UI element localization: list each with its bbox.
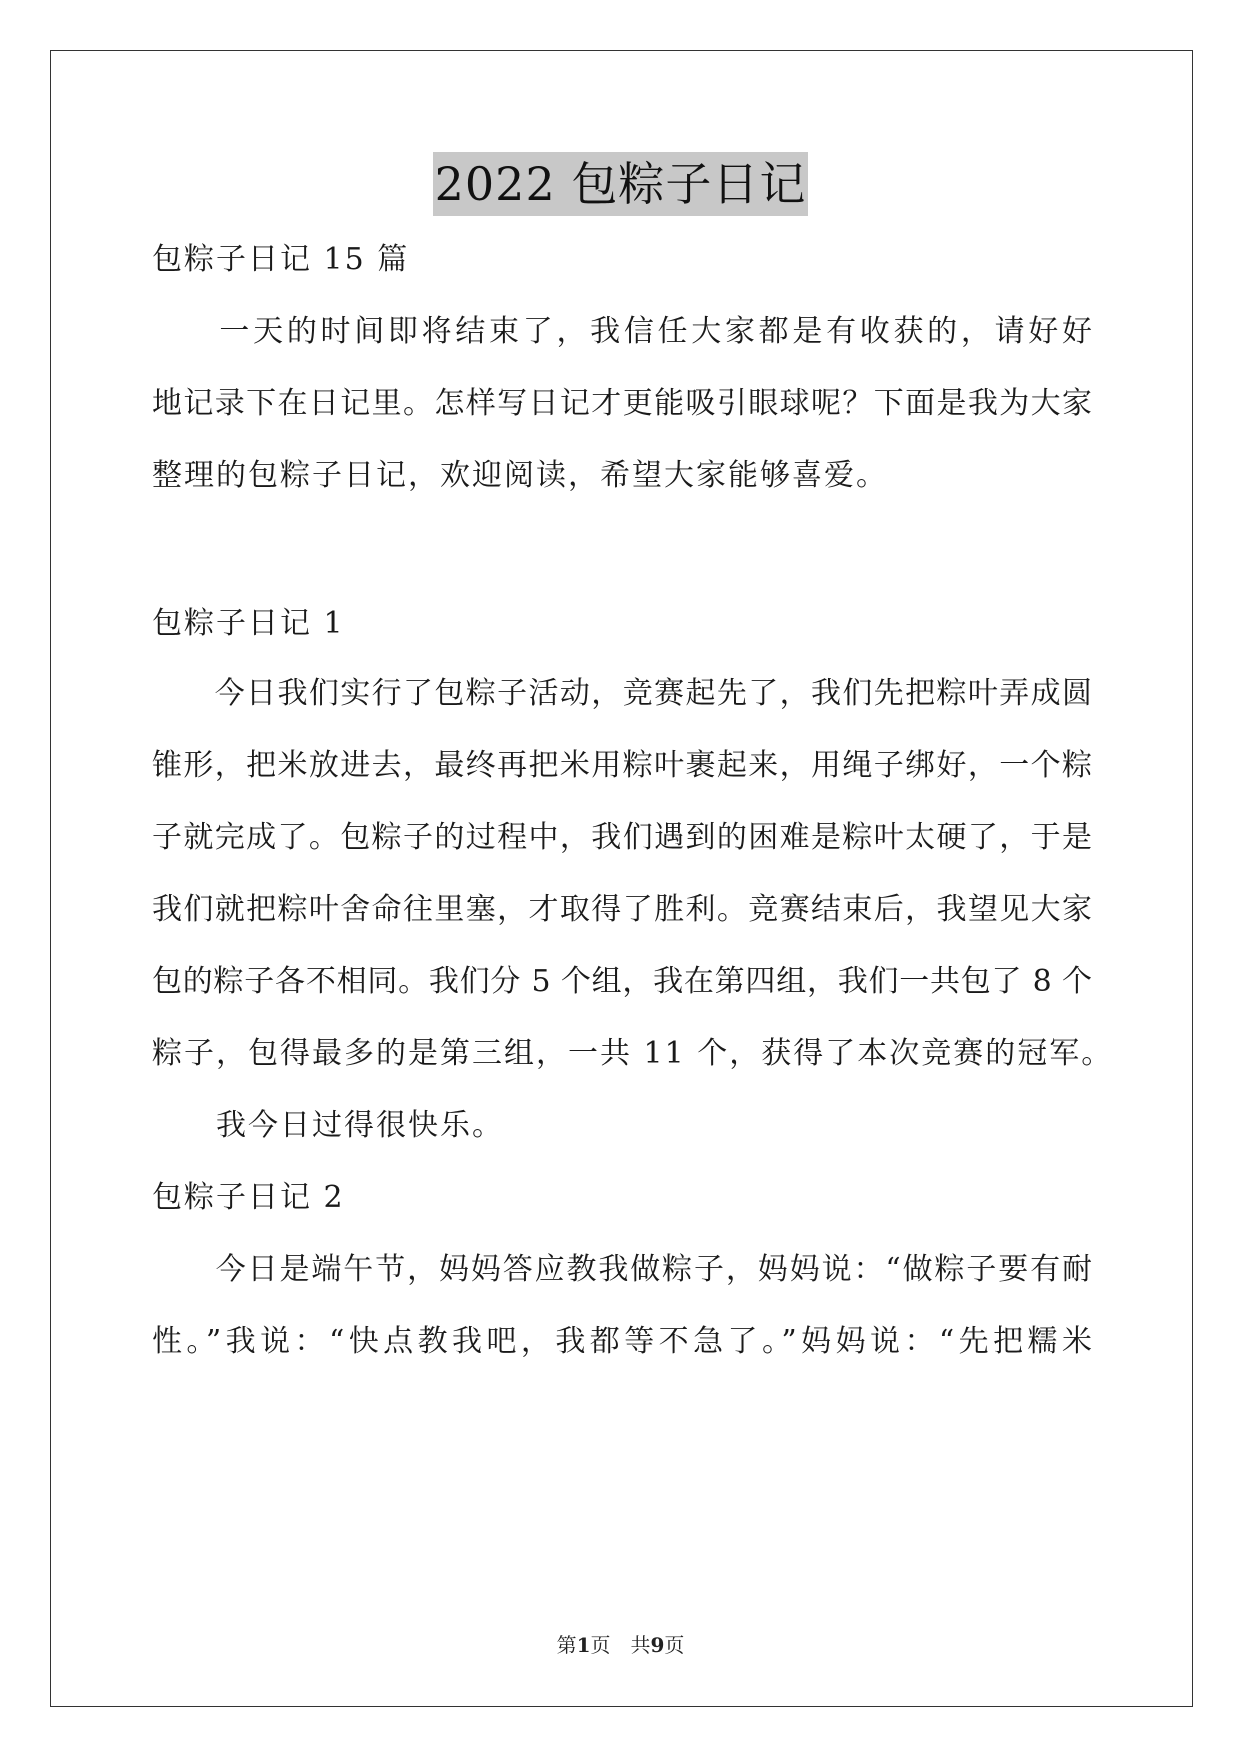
intro-line-3: 整理的包粽子日记，欢迎阅读，希望大家能够喜爱。 [152,458,888,493]
diary2-line-2: 性。”我说：“快点教我吧，我都等不急了。”妈妈说：“先把糯米 [152,1324,1092,1359]
diary2-heading: 包粽子日记 2 [152,1180,345,1215]
diary2-line-1: 今日是端午节，妈妈答应教我做粽子，妈妈说：“做粽子要有耐 [152,1252,1092,1287]
diary1-heading: 包粽子日记 1 [152,606,345,641]
diary1-line-5: 包的粽子各不相同。我们分 5 个组，我在第四组，我们一共包了 8 个 [152,964,1092,999]
total-page-number: 9 [650,1633,665,1657]
footer-prefix: 第 [556,1633,577,1657]
intro-line-1: 一天的时间即将结束了，我信任大家都是有收获的，请好好 [152,314,1092,349]
intro-line-2: 地记录下在日记里。怎样写日记才更能吸引眼球呢？下面是我为大家 [152,386,1092,421]
diary1-line-1: 今日我们实行了包粽子活动，竞赛起先了，我们先把粽叶弄成圆 [152,676,1092,711]
diary1-line-6: 粽子，包得最多的是第三组，一共 11 个，获得了本次竞赛的冠军。 [152,1036,1114,1071]
document-title: 2022 包粽子日记 [433,152,809,216]
footer-suffix: 页 [664,1633,685,1657]
diary1-line-2: 锥形，把米放进去，最终再把米用粽叶裹起来，用绳子绑好，一个粽 [152,748,1092,783]
footer-mid: 页 共 [590,1633,651,1657]
page-footer [0,1632,1241,1658]
page-border [50,50,1193,1707]
diary1-line-7: 我今日过得很快乐。 [152,1108,504,1143]
diary1-line-3: 子就完成了。包粽子的过程中，我们遇到的困难是粽叶太硬了，于是 [152,820,1092,855]
current-page-number: 1 [576,1633,591,1657]
subtitle: 包粽子日记 15 篇 [152,242,410,277]
diary1-line-4: 我们就把粽叶舍命往里塞，才取得了胜利。竞赛结束后，我望见大家 [152,892,1092,927]
title-container [0,152,1241,216]
